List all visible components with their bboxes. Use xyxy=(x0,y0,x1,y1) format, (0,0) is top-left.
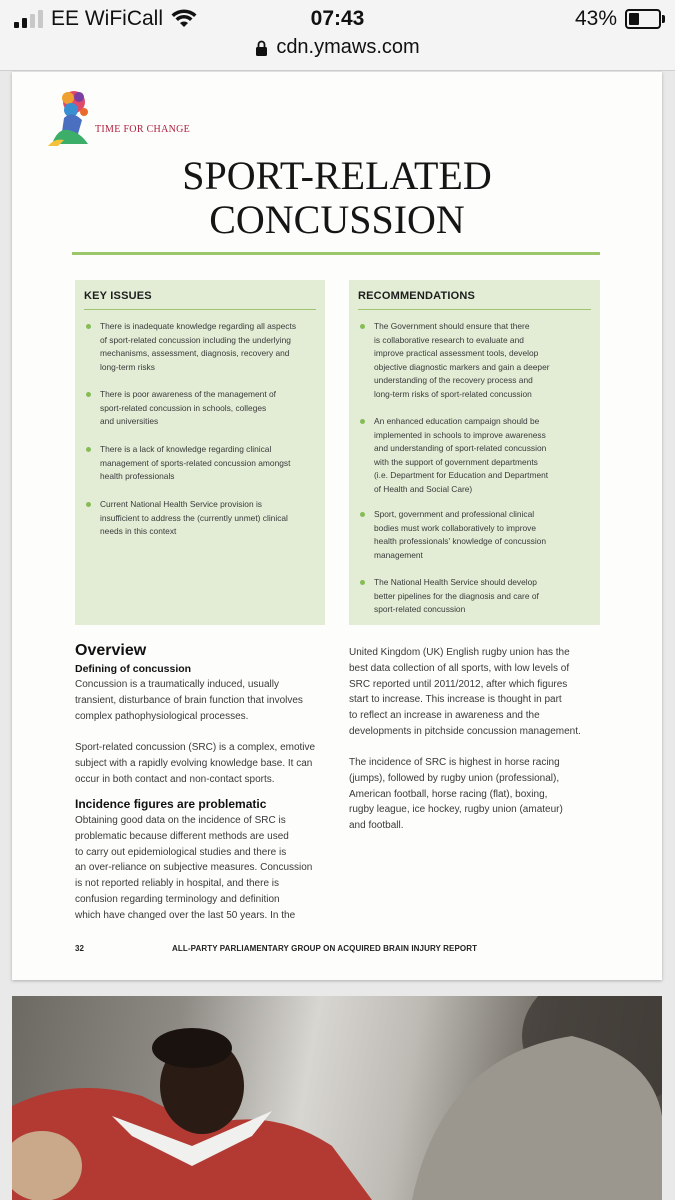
line: sport-related concussion xyxy=(374,604,466,615)
line: management of sports-related concussion amongst xyxy=(100,457,291,468)
line: to carry out epidemiological studies and there is xyxy=(75,846,287,858)
subheading-defining: Defining of concussion xyxy=(75,663,192,675)
line: bodies must work collaboratively to improve xyxy=(374,522,536,533)
list-item xyxy=(358,576,592,617)
line: needs in this context xyxy=(100,526,177,537)
status-bar xyxy=(0,0,675,71)
title-line-1: SPORT-RELATED xyxy=(182,153,492,198)
list-item xyxy=(84,388,317,429)
paragraph xyxy=(349,645,619,740)
bullet-icon xyxy=(360,512,365,517)
line: Sport, government and professional clinical xyxy=(374,509,535,519)
line: sport-related concussion in schools, colleges xyxy=(100,402,267,413)
logo-text: TIME FOR CHANGE xyxy=(95,124,191,135)
line: The incidence of SRC is highest in horse racing xyxy=(349,757,560,768)
line: objective diagnostic markers and gain a deeper xyxy=(374,361,550,372)
line: The National Health Service should develop xyxy=(374,577,537,587)
bullet-icon xyxy=(360,324,365,329)
line: The Government should ensure that there xyxy=(374,321,530,331)
line: American football, horse racing (flat), boxing, xyxy=(349,788,548,800)
line: (jumps), followed by rugby union (professional), xyxy=(349,772,560,784)
bullet-icon xyxy=(86,447,91,452)
line: which have changed over the last 50 years. In the xyxy=(75,909,296,921)
bullet-icon xyxy=(86,392,91,397)
line: United Kingdom (UK) English rugby union has the xyxy=(349,647,570,658)
list-item xyxy=(84,498,317,539)
title-divider xyxy=(72,252,600,255)
list-item xyxy=(84,320,317,374)
title-line-2: CONCUSSION xyxy=(209,197,465,242)
overview-heading: Overview xyxy=(75,642,147,659)
line: and football. xyxy=(349,820,404,832)
line: rugby league, ice hockey, rugby union (amateur) xyxy=(349,804,563,816)
line: occur in both contact and non-contact sports. xyxy=(75,773,275,785)
list-item xyxy=(358,508,592,562)
battery-percent: 43% xyxy=(574,7,617,30)
key-issues-box xyxy=(75,280,325,625)
bullet-icon xyxy=(86,502,91,507)
line: improve practical assessment tools, develop xyxy=(374,348,539,359)
subheading-incidence: Incidence figures are problematic xyxy=(75,797,267,811)
battery-group xyxy=(575,7,661,31)
line: complex pathophysiological processes. xyxy=(75,710,249,722)
battery-icon xyxy=(625,9,661,29)
next-page-photo xyxy=(12,996,662,1200)
line: of Health and Social Care) xyxy=(374,483,473,494)
line: and universities xyxy=(100,416,159,427)
line: transient, disturbance of brain function that involves xyxy=(75,694,303,706)
key-issues-heading: KEY ISSUES xyxy=(84,290,152,302)
list-item xyxy=(84,443,317,484)
line: and understanding of sport-related concussion xyxy=(374,443,547,454)
line: Sport-related concussion (SRC) is a complex, emotive xyxy=(75,742,316,753)
line: problematic because different methods are used xyxy=(75,830,289,842)
divider xyxy=(358,309,591,310)
bullet-icon xyxy=(86,324,91,329)
line: confusion regarding terminology and definition xyxy=(75,893,280,905)
document-page xyxy=(12,72,662,980)
divider xyxy=(84,309,316,310)
line: insufficient to address the (currently unmet) clinical xyxy=(100,512,288,523)
line: Current National Health Service provision is xyxy=(100,499,262,509)
line: developments in pitchside concussion management. xyxy=(349,725,581,737)
recommendations-heading: RECOMMENDATIONS xyxy=(358,290,476,302)
line: an over-reliance on subjective measures. Concussion xyxy=(75,862,313,874)
line: Concussion is a traumatically induced, usually xyxy=(75,679,279,690)
line: is collaborative research to evaluate and xyxy=(374,334,524,345)
bullet-icon xyxy=(360,419,365,424)
line: with the support of government departments xyxy=(374,456,538,467)
rugby-players-image-icon xyxy=(12,996,662,1200)
carrier-name: EE WiFiCall xyxy=(51,7,164,30)
line: better pipelines for the diagnosis and care of xyxy=(374,590,539,601)
page-title xyxy=(12,154,662,242)
line: is not reported reliably in hospital, and there is xyxy=(75,878,280,890)
url-text: cdn.ymaws.com xyxy=(276,36,420,58)
line: of sport-related concussion including the underlying xyxy=(100,334,291,345)
line: subject with a rapidly evolving knowledge base. It can xyxy=(75,757,313,769)
bullet-icon xyxy=(360,580,365,585)
line: understanding of the recovery process and xyxy=(374,375,533,386)
line: implemented in schools to improve awareness xyxy=(374,429,546,440)
address-bar[interactable] xyxy=(0,36,675,59)
line: to reflect an increase in awareness and the xyxy=(349,710,540,722)
line: (i.e. Department for Education and Department xyxy=(374,470,549,481)
list-item xyxy=(358,415,592,497)
report-title: ALL-PARTY PARLIAMENTARY GROUP ON ACQUIRED BRAIN INJURY REPORT xyxy=(172,944,478,953)
line: health professionals xyxy=(100,471,175,482)
paragraph xyxy=(75,740,345,787)
line: SRC reported until 2011/2012, after which figures xyxy=(349,678,568,690)
line: long-term risks xyxy=(100,361,155,372)
line: management xyxy=(374,549,423,560)
line: start to increase. This increase is thought in part xyxy=(349,694,562,706)
paragraph xyxy=(75,677,345,724)
recommendations-box xyxy=(349,280,600,625)
line: best data collection of all sports, with low levels of xyxy=(349,662,570,674)
page-number: 32 xyxy=(75,944,84,953)
line: long-term risks of sport-related concussion xyxy=(374,388,532,399)
lock-icon xyxy=(255,40,268,56)
line: mechanisms, assessment, diagnosis, recovery and xyxy=(100,348,290,359)
time-for-change-logo-icon xyxy=(44,88,96,148)
clock: 07:43 xyxy=(310,7,365,30)
line: Obtaining good data on the incidence of SRC is xyxy=(75,815,286,826)
line: There is poor awareness of the management of xyxy=(100,389,276,399)
line: There is inadequate knowledge regarding all aspects xyxy=(100,321,297,331)
list-item xyxy=(358,320,592,402)
paragraph xyxy=(75,813,345,924)
line: There is a lack of knowledge regarding clinical xyxy=(100,444,272,454)
line: health professionals' knowledge of concussion xyxy=(374,536,546,547)
paragraph xyxy=(349,755,619,834)
line: An enhanced education campaign should be xyxy=(374,416,540,426)
